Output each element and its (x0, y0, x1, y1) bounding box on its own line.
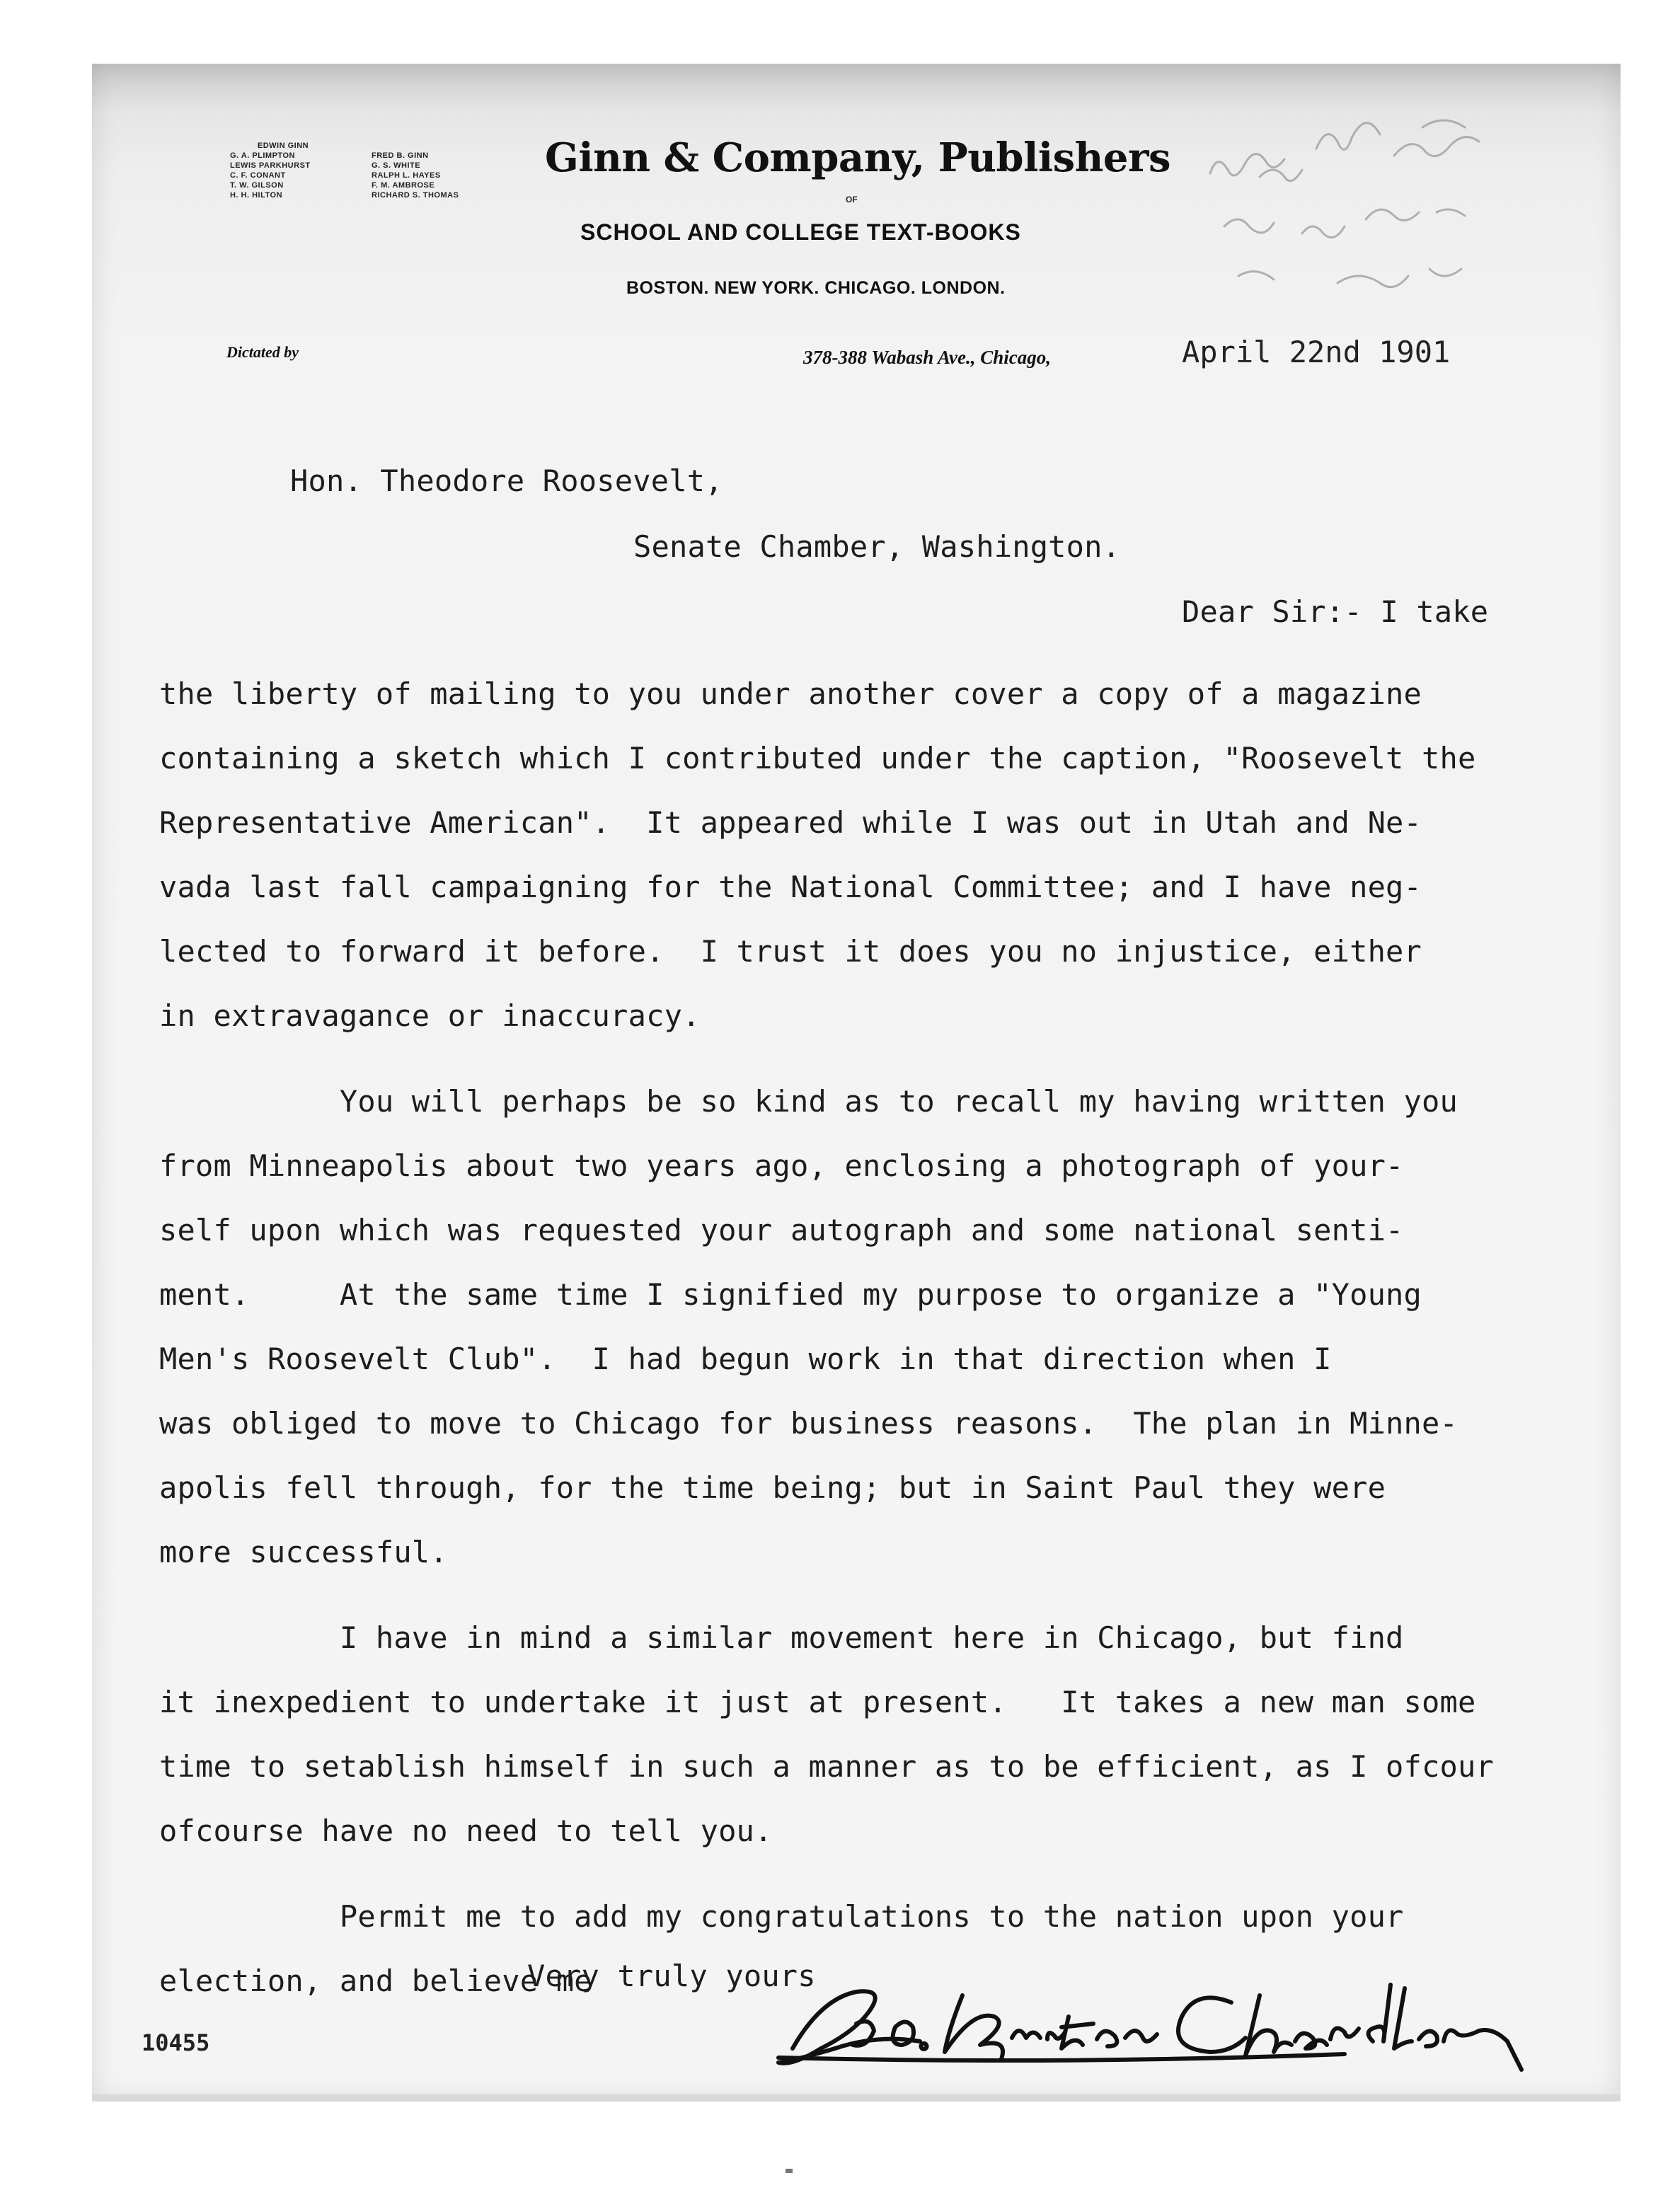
officers-list (134, 142, 502, 200)
body-line: Men's Roosevelt Club". I had begun work in that direction when I (159, 1342, 1332, 1376)
body-line: it inexpedient to undertake it just at present. It takes a new man some (159, 1685, 1476, 1719)
body-line: from Minneapolis about two years ago, enclosing a photograph of your- (159, 1148, 1404, 1183)
letter-body (159, 662, 1575, 2013)
file-number: 10455 (142, 2029, 210, 2056)
company-name: Ginn & Company, Publishers (545, 134, 1171, 181)
letter-date: April 22nd 1901 (1182, 335, 1451, 369)
dictated-by-label: Dictated by (226, 343, 299, 361)
scan-mark (786, 2169, 793, 2173)
pencil-scribble (1168, 106, 1507, 318)
recipient-name: Hon. Theodore Roosevelt, (290, 463, 723, 498)
body-line: Permit me to add my congratulations to the nation upon your (159, 1899, 1404, 1934)
body-line: in extravagance or inaccuracy. (159, 998, 701, 1033)
paragraph-gap (159, 1584, 1575, 1605)
officer-name: G. S. WHITE (372, 161, 421, 170)
paragraph-1 (159, 662, 1575, 1048)
body-line: more successful. (159, 1535, 448, 1569)
body-line: Representative American". It appeared while I was out in Utah and Ne- (159, 805, 1422, 840)
sheet-bottom-edge (92, 2094, 1621, 2102)
body-line: I have in mind a similar movement here in Chicago, but find (159, 1620, 1404, 1655)
body-line: self upon which was requested your autograph and some national senti- (159, 1213, 1404, 1247)
body-line: You will perhaps be so kind as to recall my having written you (159, 1084, 1459, 1119)
officers-top-name: EDWIN GINN (257, 142, 309, 150)
body-line: was obliged to move to Chicago for business reasons. The plan in Minne- (159, 1406, 1459, 1441)
body-line: ment. At the same time I signified my purpose to organize a "Young (159, 1277, 1422, 1312)
paragraph-3 (159, 1605, 1575, 1863)
officer-name: G. A. PLIMPTON (230, 151, 295, 160)
company-subtitle: SCHOOL AND COLLEGE TEXT-BOOKS (580, 219, 1021, 245)
closing-line: Very truly yours (527, 1959, 816, 1993)
company-of: OF (846, 195, 858, 204)
salutation-greeting: Dear Sir:- I take (1182, 594, 1489, 629)
company-cities: BOSTON. NEW YORK. CHICAGO. LONDON. (626, 278, 1006, 298)
paragraph-gap (159, 1048, 1575, 1069)
body-line: vada last fall campaigning for the National Committee; and I have neg- (159, 870, 1422, 904)
officer-name: RALPH L. HAYES (372, 171, 441, 180)
body-line: time to setablish himself in such a manner as to be efficient, as I ofcour (159, 1749, 1494, 1784)
body-line: ofcourse have no need to tell you. (159, 1814, 773, 1848)
paragraph-gap (159, 1863, 1575, 1884)
body-line: apolis fell through, for the time being; but in Saint Paul they were (159, 1470, 1386, 1505)
officer-name: C. F. CONANT (230, 171, 286, 180)
officers-grid (230, 151, 502, 200)
officer-name: H. H. HILTON (230, 191, 283, 200)
officer-name: F. M. AMBROSE (372, 181, 435, 190)
officer-name: LEWIS PARKHURST (230, 161, 311, 170)
paragraph-2 (159, 1069, 1575, 1584)
officer-name: T. W. GILSON (230, 181, 284, 190)
body-line: election, and believe me (159, 1964, 592, 1998)
body-line: the liberty of mailing to you under another cover a copy of a magazine (159, 676, 1422, 711)
officer-name: RICHARD S. THOMAS (372, 191, 459, 200)
company-address: 378-388 Wabash Ave., Chicago, (803, 347, 1052, 368)
officer-name: FRED B. GINN (372, 151, 429, 160)
body-line: lected to forward it before. I trust it does you no injustice, either (159, 934, 1422, 969)
body-line: containing a sketch which I contributed under the caption, "Roosevelt the (159, 741, 1476, 776)
handwritten-signature (750, 1974, 1557, 2087)
recipient-place: Senate Chamber, Washington. (633, 529, 1121, 564)
